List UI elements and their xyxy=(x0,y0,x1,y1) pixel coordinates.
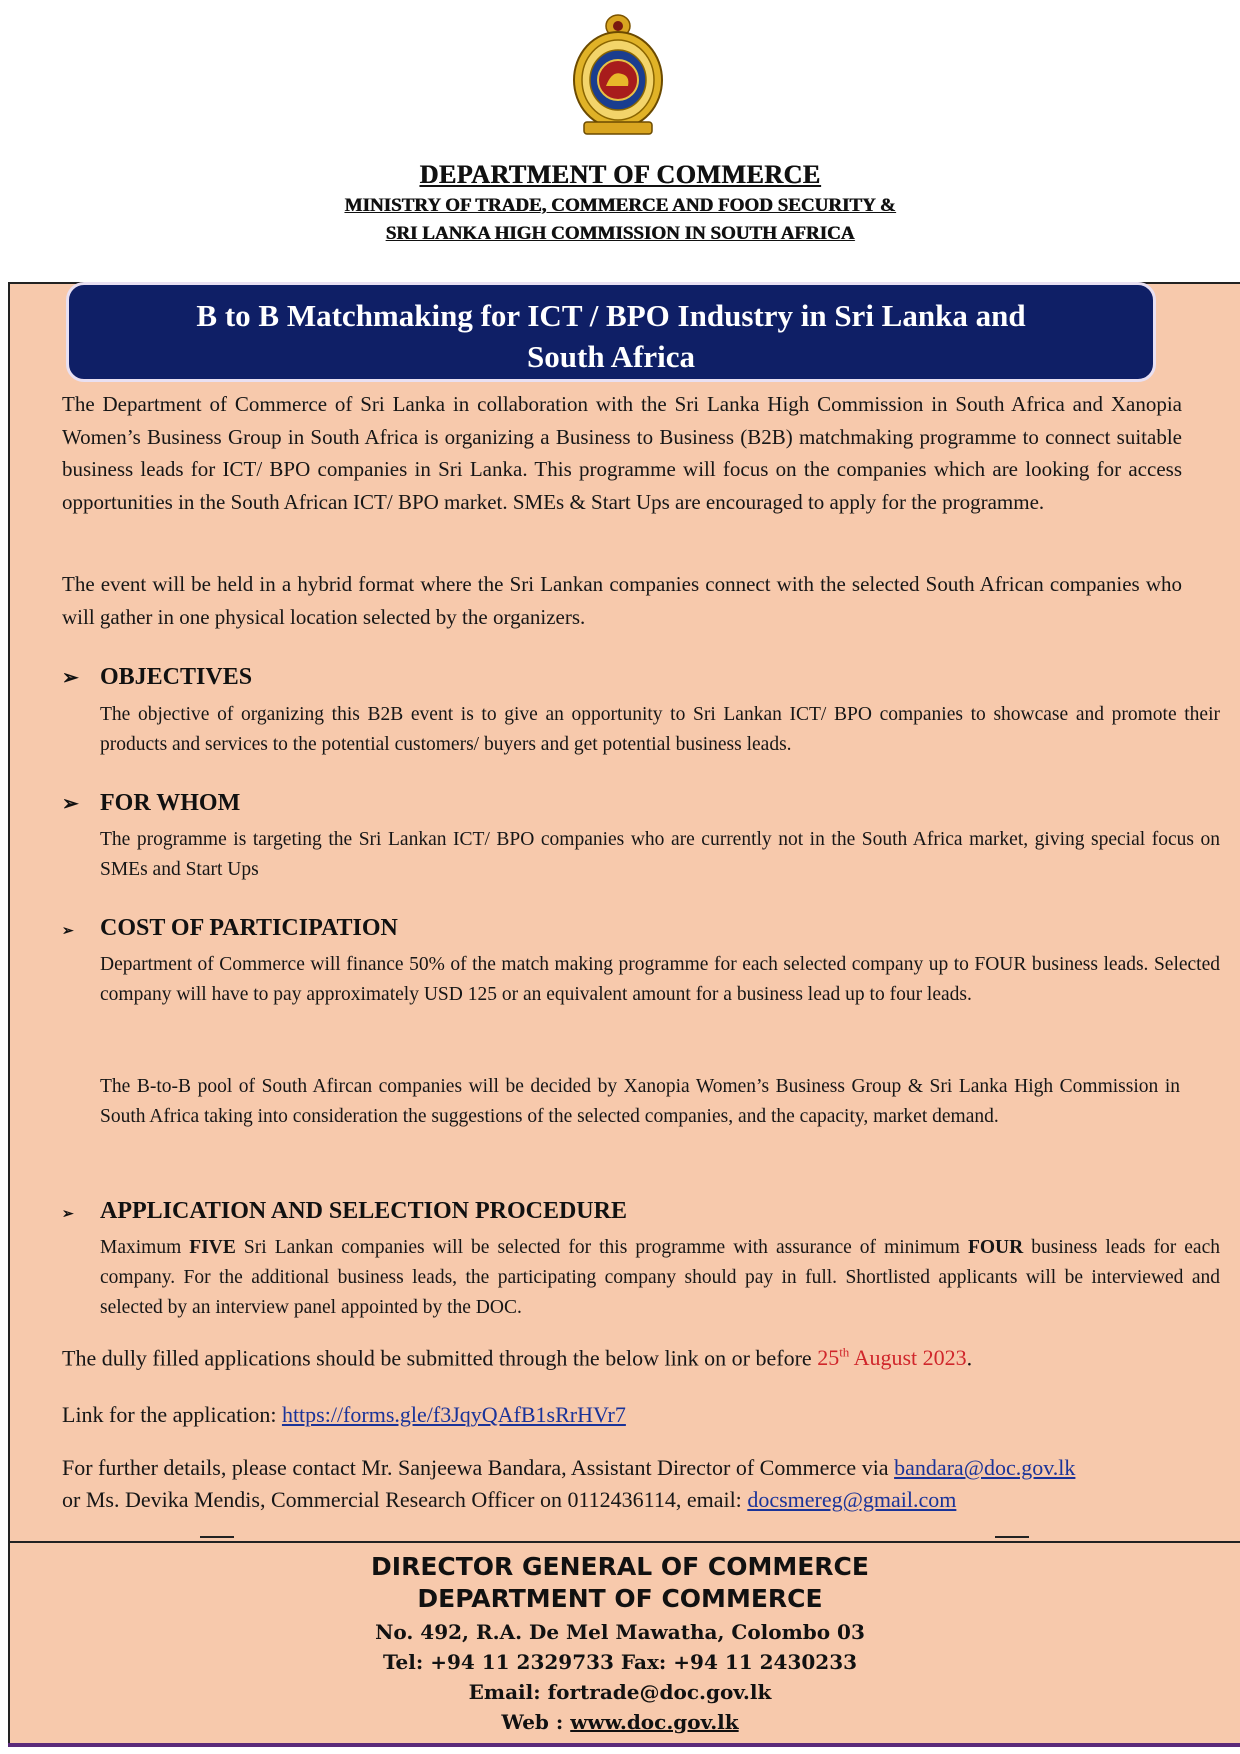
application-heading-text: APPLICATION AND SELECTION PROCEDURE xyxy=(100,1198,627,1224)
for-whom-heading-text: FOR WHOM xyxy=(100,790,241,816)
footer-email: Email: fortrade@doc.gov.lk xyxy=(468,1680,772,1704)
contact-line-2-text: or Ms. Devika Mendis, Commercial Research Officer on 0112436114, email: xyxy=(62,1487,748,1512)
footer-address: No. 492, R.A. De Mel Mawatha, Colombo 03 xyxy=(375,1620,865,1644)
application-body xyxy=(100,1233,1220,1323)
section-heading-for-whom xyxy=(62,790,1182,817)
deadline-end: . xyxy=(966,1345,973,1371)
footer-title-2: DEPARTMENT OF COMMERCE xyxy=(417,1584,823,1613)
banner-line-1: B to B Matchmaking for ICT / BPO Industry in Sri Lanka and xyxy=(196,298,1026,333)
application-body-post: business leads for each company. For the additional business leads, the participating company should pay in full. Shortlisted applicants will be interviewed and selected by an interview panel appointed by the DOC. xyxy=(100,1237,1220,1318)
deadline-line xyxy=(62,1345,972,1371)
contact-details xyxy=(62,1452,1182,1516)
arrow-bullet-icon: ➢ xyxy=(62,667,79,689)
footer-web xyxy=(0,1710,1240,1734)
footer-tick-right xyxy=(995,1536,1029,1538)
banner-line-2: South Africa xyxy=(527,339,695,374)
intro-paragraph-1: The Department of Commerce of Sri Lanka in collaboration with the Sri Lanka High Commission in South Africa and Xanopia Women’s Business Group in South Africa is organizing a Business to Business (B2B) matchmaking programme to connect suitable business leads for ICT/ BPO companies in Sri Lanka. This programme will focus on the companies which are looking for access opportunities in the South African ICT/ BPO market. SMEs & Start Ups are encouraged to apply for the programme. xyxy=(62,392,1182,514)
application-link-line xyxy=(62,1402,626,1428)
footer-web-label: Web : xyxy=(501,1710,571,1734)
sri-lanka-emblem-icon xyxy=(568,14,668,144)
application-four: FOUR xyxy=(967,1237,1024,1258)
footer-tick-left xyxy=(200,1536,234,1538)
arrow-bullet-icon: ➢ xyxy=(62,1207,74,1222)
panel-bottom-border xyxy=(8,1743,1240,1747)
cost-body-2: The B-to-B pool of South Afircan companies will be decided by Xanopia Women’s Business Group & Sri Lanka High Commission in South Africa taking into consideration the suggestions of the selected companies, and the capacity, market demand. xyxy=(100,1076,1180,1127)
email-link-bandara[interactable]: bandara@doc.gov.lk xyxy=(894,1455,1076,1480)
deadline-day: 25 xyxy=(817,1345,840,1371)
section-heading-objectives xyxy=(62,664,1182,691)
contact-line-1-text: For further details, please contact Mr. Sanjeewa Bandara, Assistant Director of Commerce via xyxy=(62,1455,895,1480)
section-heading-cost xyxy=(62,915,1182,942)
arrow-bullet-icon: ➢ xyxy=(62,924,74,939)
contact-line-2 xyxy=(62,1484,1182,1516)
objectives-heading-text: OBJECTIVES xyxy=(100,664,253,690)
intro-paragraph-2: The event will be held in a hybrid format where the Sri Lankan companies connect with the selected South African companies who will gather in one physical location selected by the organizers. xyxy=(62,572,1182,629)
department-title: DEPARTMENT OF COMMERCE xyxy=(419,160,821,189)
application-link-label: Link for the application: xyxy=(62,1402,282,1427)
ministry-line-1: MINISTRY OF TRADE, COMMERCE AND FOOD SECURITY & xyxy=(344,195,896,216)
title-banner xyxy=(66,282,1156,382)
objectives-body: The objective of organizing this B2B event is to give an opportunity to Sri Lankan ICT/ BPO companies to showcase and promote their products and services to the potential customers/ buyers and get potential business leads. xyxy=(100,704,1220,755)
deadline-text: The dully filled applications should be submitted through the below link on or before xyxy=(62,1345,818,1371)
cost-heading-text: COST OF PARTICIPATION xyxy=(100,915,398,941)
letterhead xyxy=(0,0,1240,278)
footer-phone: Tel: +94 11 2329733 Fax: +94 11 2430233 xyxy=(382,1650,858,1674)
section-heading-application xyxy=(62,1198,1182,1225)
application-body-pre: Maximum xyxy=(100,1237,190,1258)
arrow-bullet-icon: ➢ xyxy=(62,793,79,815)
application-five: FIVE xyxy=(189,1237,236,1258)
deadline-month-year: August 2023 xyxy=(849,1345,967,1371)
for-whom-body: The programme is targeting the Sri Lankan ICT/ BPO companies who are currently not in the South Africa market, giving special focus on SMEs and Start Ups xyxy=(100,829,1220,880)
contact-line-1 xyxy=(62,1452,1182,1484)
deadline-date xyxy=(817,1345,966,1370)
email-link-docsmereg[interactable]: docsmereg@gmail.com xyxy=(747,1487,957,1512)
footer-web-link[interactable]: www.doc.gov.lk xyxy=(570,1710,739,1734)
footer-title-1: DIRECTOR GENERAL OF COMMERCE xyxy=(371,1552,869,1581)
application-form-link[interactable]: https://forms.gle/f3JqyQAfB1sRrHVr7 xyxy=(281,1402,626,1427)
footer-divider xyxy=(8,1541,1240,1543)
deadline-day-suffix: th xyxy=(839,1345,850,1360)
ministry-line-2: SRI LANKA HIGH COMMISSION IN SOUTH AFRICA xyxy=(385,223,855,244)
cost-body-1: Department of Commerce will finance 50% of the match making programme for each selected company up to FOUR business leads. Selected company will have to pay approximately USD 125 or an equivalent amount for a business lead up to four leads. xyxy=(100,954,1220,1005)
application-body-mid: Sri Lankan companies will be selected for this programme with assurance of minimum xyxy=(235,1237,968,1258)
